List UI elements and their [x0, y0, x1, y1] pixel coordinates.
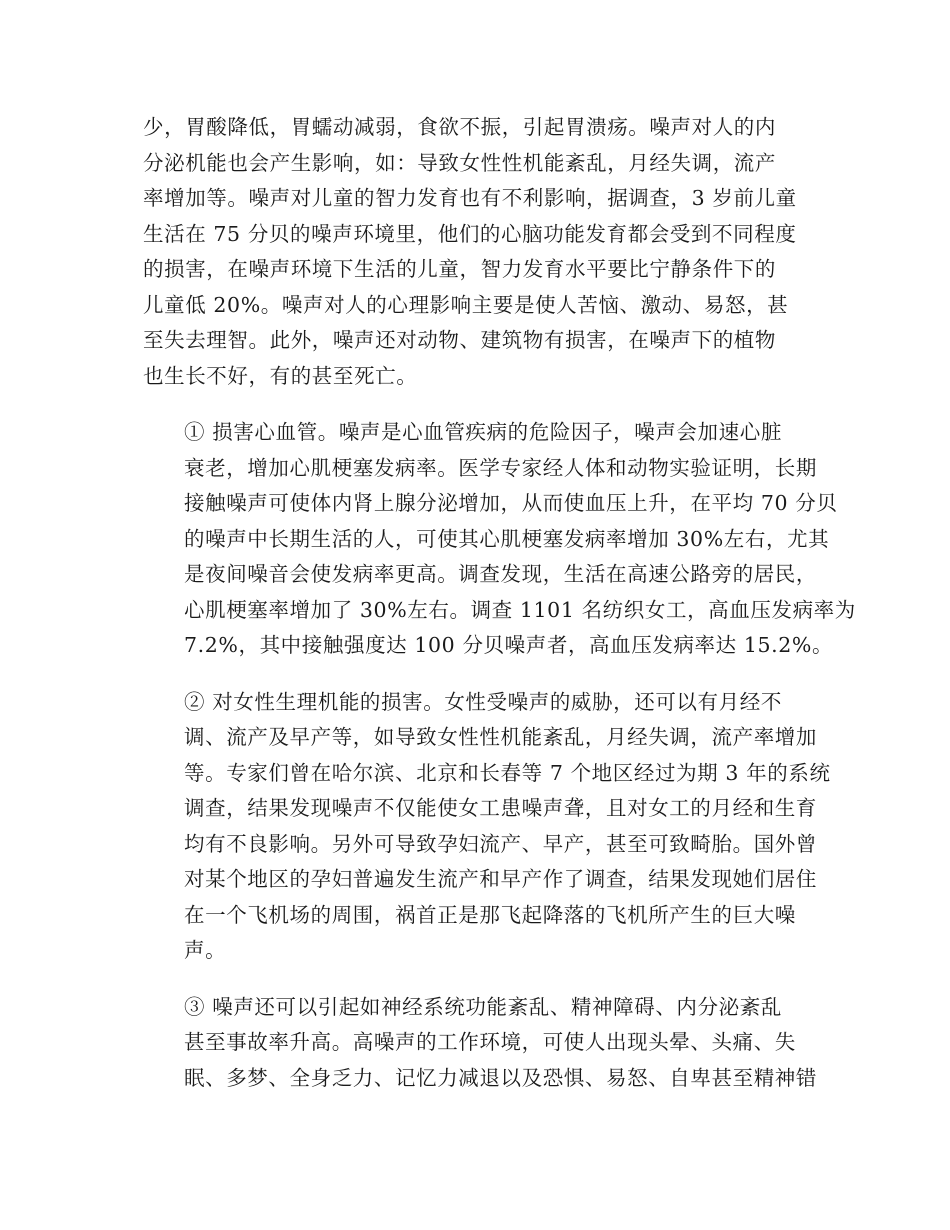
text-line: 眠、多梦、全身乏力、记忆力减退以及恐惧、易怒、自卑甚至精神错	[184, 1065, 817, 1090]
text-line: 7.2%，其中接触强度达 100 分贝噪声者，高血压发病率达 15.2%。	[184, 633, 834, 657]
text-line: 衰老，增加心肌梗塞发病率。医学专家经人体和动物实验证明，长期	[184, 455, 817, 480]
text-line: ③ 噪声还可以引起如神经系统功能紊乱、精神障碍、内分泌紊乱	[184, 994, 782, 1019]
text-line: 也生长不好，有的甚至死亡。	[143, 363, 418, 388]
paragraph-female-physiology-damage	[143, 685, 831, 969]
text-line: 是夜间噪音会使发病率更高。调查发现，生活在高速公路旁的居民，	[184, 562, 817, 586]
paragraph-cardiovascular-damage	[143, 415, 856, 664]
text-line: 声。	[184, 938, 227, 962]
text-line: 生活在 75 分贝的噪声环境里，他们的心脑功能发育都会受到不同程度	[143, 221, 797, 246]
text-line: 调查，结果发现噪声不仅能使女工患噪声聋，且对女工的月经和生育	[184, 796, 817, 820]
text-line: 分泌机能也会产生影响，如：导致女性性机能紊乱，月经失调，流产	[143, 150, 776, 175]
text-line: 等。专家们曾在哈尔滨、北京和长春等 7 个地区经过为期 3 年的系统	[184, 760, 831, 785]
text-line: 在一个飞机场的周围，祸首正是那飞起降落的飞机所产生的巨大噪	[184, 902, 796, 927]
text-line: 对某个地区的孕妇普遍发生流产和早产作了调查，结果发现她们居住	[184, 867, 817, 891]
text-line: 少，胃酸降低，胃蠕动减弱，食欲不振，引起胃溃疡。噪声对人的内	[143, 115, 776, 139]
document-body	[143, 110, 856, 1096]
text-line: 接触噪声可使体内肾上腺分泌增加，从而使血压上升，在平均 70 分贝	[184, 491, 838, 515]
text-line: 调、流产及早产等，如导致女性性机能紊乱，月经失调，流产率增加	[184, 725, 817, 749]
text-line: 儿童低 20%。噪声对人的心理影响主要是使人苦恼、激动、易怒，甚	[143, 292, 789, 317]
text-line: 甚至事故率升高。高噪声的工作环境，可使人出现头晕、头痛、失	[184, 1030, 796, 1054]
text-line: 的损害，在噪声环境下生活的儿童，智力发育水平要比宁静条件下的	[143, 257, 776, 281]
paragraph-noise-effects-overview	[143, 110, 811, 394]
text-line: 率增加等。噪声对儿童的智力发育也有不利影响，据调查，3 岁前儿童	[143, 186, 797, 210]
text-line: 均有不良影响。另外可导致孕妇流产、早产，甚至可致畸胎。国外曾	[184, 831, 817, 856]
text-line: 心肌梗塞率增加了 30%左右。调查 1101 名纺织女工，高血压发病率为	[184, 597, 856, 622]
text-line: ① 损害心血管。噪声是心血管疾病的危险因子，噪声会加速心脏	[184, 420, 782, 444]
paragraph-nervous-system-effects	[143, 990, 817, 1097]
text-line: ② 对女性生理机能的损害。女性受噪声的威胁，还可以有月经不	[184, 689, 782, 714]
text-line: 的噪声中长期生活的人，可使其心肌梗塞发病率增加 30%左右，尤其	[184, 526, 830, 551]
text-line: 至失去理智。此外，噪声还对动物、建筑物有损害，在噪声下的植物	[143, 328, 776, 352]
